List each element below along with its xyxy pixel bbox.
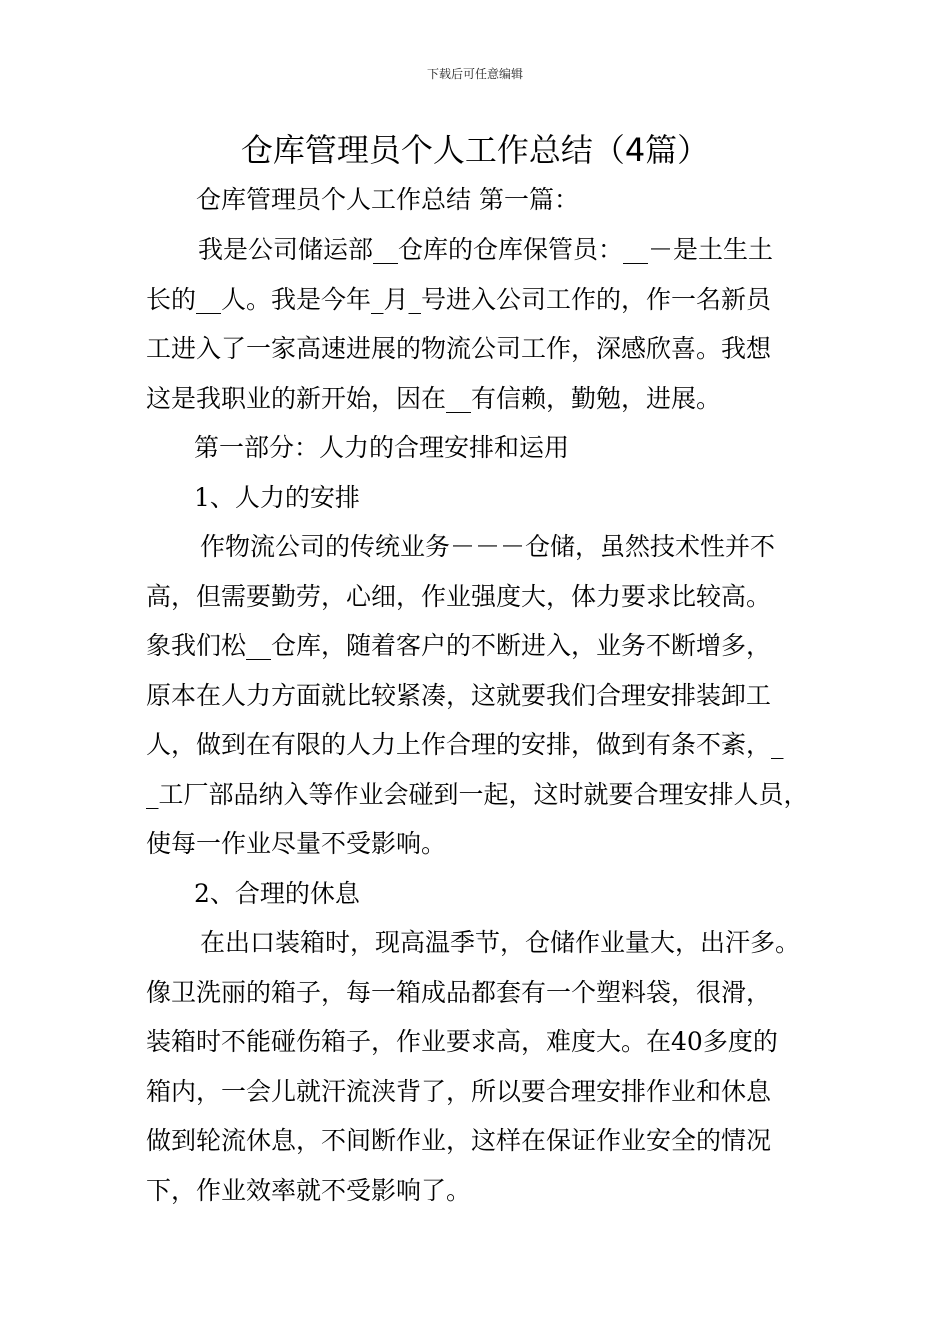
paragraph-line: 下，作业效率就不受影响了。 [146, 1176, 472, 1205]
paragraph-line: 做到轮流休息，不间断作业，这样在保证作业安全的情况 [146, 1126, 772, 1155]
paragraph-line: 使每一作业尽量不受影响。 [146, 829, 447, 858]
paragraph-line: 箱内，一会儿就汗流浃背了，所以要合理安排作业和休息 [146, 1077, 772, 1106]
numbered-heading: 2、合理的休息 [194, 879, 360, 908]
subsection-heading: 第一部分：人力的合理安排和运用 [194, 433, 570, 462]
paragraph-line: 作物流公司的传统业务－－－仓储，虽然技术性并不 [200, 532, 776, 561]
paragraph-line: 在出口装箱时，现高温季节，仓储作业量大，出汗多。 [200, 928, 801, 957]
numbered-heading: 1、人力的安排 [194, 483, 360, 512]
paragraph-line: 长的__人。我是今年_月_号进入公司工作的，作一名新员 [146, 285, 772, 314]
paragraph-line: 高，但需要勤劳，心细，作业强度大，体力要求比较高。 [146, 582, 772, 611]
paragraph-line: 这是我职业的新开始，因在__有信赖，勤勉，进展。 [146, 384, 722, 413]
paragraph-line: 象我们松__仓库，随着客户的不断进入，业务不断增多， [146, 631, 772, 660]
paragraph-line: 装箱时不能碰伤箱子，作业要求高，难度大。在40多度的 [146, 1027, 778, 1056]
paragraph-line: _工厂部品纳入等作业会碰到一起，这时就要合理安排人员， [146, 780, 809, 809]
paragraph-line: 原本在人力方面就比较紧凑，这就要我们合理安排装卸工 [146, 681, 772, 710]
document-title: 仓库管理员个人工作总结（4篇） [240, 131, 710, 169]
paragraph-line: 我是公司储运部__仓库的仓库保管员：__－是土生土 [198, 235, 774, 264]
paragraph-line: 人，做到在有限的人力上作合理的安排，做到有条不紊，_ [146, 730, 784, 759]
paragraph-line: 工进入了一家高速进展的物流公司工作，深感欣喜。我想 [146, 334, 772, 363]
paragraph-line: 像卫洗丽的箱子，每一箱成品都套有一个塑料袋，很滑， [146, 978, 772, 1007]
header-note: 下载后可任意编辑 [426, 67, 523, 81]
section-heading: 仓库管理员个人工作总结 第一篇： [196, 185, 579, 214]
